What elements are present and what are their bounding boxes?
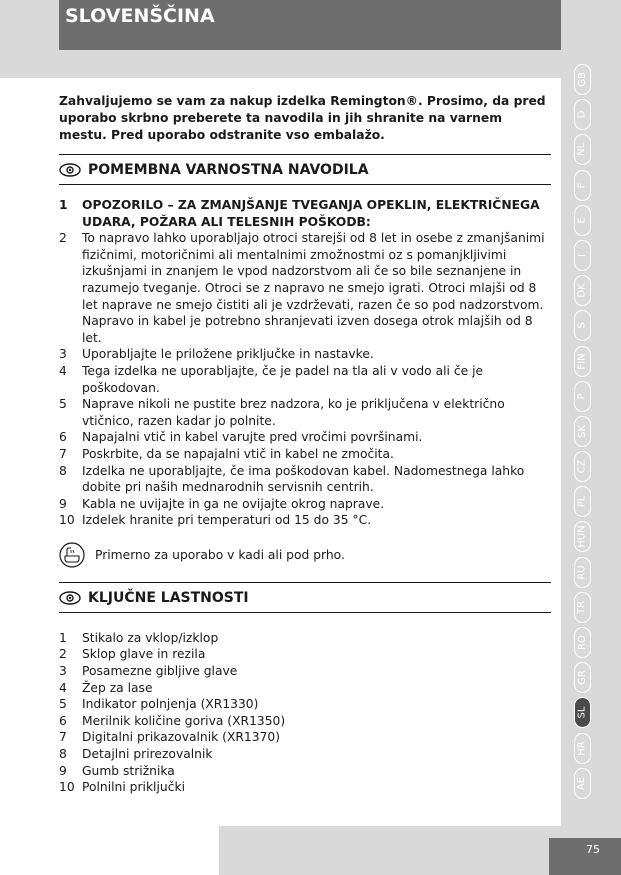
- language-tab-label: AE: [576, 776, 588, 790]
- features-list: [59, 630, 551, 796]
- language-tab-label: RO: [576, 635, 588, 650]
- safety-item-text: Naprave nikoli ne pustite brez nadzora, ko je priključena v električno vtičnico, razen kadar jo polnite.: [82, 397, 505, 428]
- language-tab-label: HR: [576, 740, 588, 756]
- features-item-number: 6: [59, 713, 67, 728]
- language-tab-label: P: [576, 393, 588, 400]
- features-item-text: Stikalo za vklop/izklop: [82, 630, 219, 645]
- bath-shower-icon: [59, 542, 85, 568]
- safety-item-number: 9: [59, 496, 67, 511]
- language-tab-ru[interactable]: [574, 557, 591, 588]
- language-tab-tr[interactable]: [574, 592, 591, 623]
- features-item: [59, 663, 551, 680]
- bath-note-row: [59, 542, 551, 568]
- language-tab-label: F: [576, 182, 588, 188]
- features-item: [59, 680, 551, 697]
- features-item-text: Digitalni prikazovalnik (XR1370): [82, 730, 281, 745]
- features-item-number: 4: [59, 680, 67, 695]
- features-heading-label: KLJUČNE LASTNOSTI: [88, 589, 249, 606]
- features-item-text: Gumb strižnika: [82, 763, 175, 778]
- safety-item: [59, 496, 551, 513]
- safety-item-number: 4: [59, 363, 67, 378]
- language-tab-cz[interactable]: [574, 451, 591, 482]
- language-tab-gb[interactable]: [574, 64, 591, 95]
- features-item-text: Detajlni prirezovalnik: [82, 747, 213, 762]
- features-item-number: 7: [59, 730, 67, 745]
- safety-item: [59, 230, 551, 346]
- language-tab-label: SL: [576, 706, 588, 719]
- features-item-number: 3: [59, 664, 67, 679]
- features-item-text: Sklop glave in rezila: [82, 647, 206, 662]
- language-tab-label: NL: [576, 143, 588, 157]
- language-tab-ae[interactable]: [574, 768, 591, 799]
- eye-icon: [59, 591, 81, 605]
- language-tab-nl[interactable]: [574, 134, 591, 165]
- safety-item-number: 3: [59, 347, 67, 362]
- language-tab-sk[interactable]: [574, 416, 591, 447]
- page-title: SLOVENŠČINA: [59, 0, 561, 50]
- safety-item-number: 8: [59, 463, 67, 478]
- safety-item: [59, 463, 551, 496]
- features-item: [59, 763, 551, 780]
- features-item-number: 8: [59, 747, 67, 762]
- language-tab-label: E: [576, 217, 588, 224]
- page-number: 75: [549, 838, 621, 875]
- language-tab-label: S: [576, 322, 588, 329]
- safety-item: [59, 446, 551, 463]
- features-item: [59, 729, 551, 746]
- language-tab-label: I: [576, 253, 588, 257]
- language-tab-e[interactable]: [574, 205, 591, 236]
- language-tab-label: FIN: [576, 352, 588, 370]
- safety-item-text: Tega izdelka ne uporabljajte, če je padel na tla ali v vodo ali če je poškodovan.: [82, 363, 484, 395]
- language-tab-fin[interactable]: [574, 346, 591, 377]
- features-heading: [59, 582, 551, 613]
- language-tab-s[interactable]: [574, 310, 591, 341]
- safety-item-text: Izdelka ne uporabljajte, če ima poškodovan kabel. Nadomestnega lahko dobite pri naših mednarodnih servisnih centrih.: [82, 463, 525, 495]
- safety-item-text: Izdelek hranite pri temperaturi od 15 do 35 °C.: [82, 513, 372, 528]
- safety-item-text: Kabla ne uvijajte in ga ne ovijajte okrog naprave.: [82, 496, 385, 511]
- safety-item-text: Napajalni vtič in kabel varujte pred vročimi površinami.: [82, 430, 423, 445]
- safety-item-number: 10: [59, 513, 75, 528]
- language-tab-ro[interactable]: [574, 627, 591, 658]
- features-item-text: Polnilni priključki: [82, 780, 185, 795]
- language-tabs: [572, 64, 592, 803]
- language-tab-label: HUN: [576, 525, 588, 549]
- language-tab-dk[interactable]: [574, 275, 591, 306]
- safety-item-number: 2: [59, 231, 67, 246]
- footer-band: [219, 826, 561, 875]
- language-tab-sl[interactable]: [574, 697, 591, 728]
- features-item-text: Indikator polnjenja (XR1330): [82, 697, 259, 712]
- language-tab-pl[interactable]: [574, 486, 591, 517]
- safety-item: [59, 346, 551, 363]
- safety-item: [59, 197, 551, 230]
- intro-text: Zahvaljujemo se vam za nakup izdelka Remington®. Prosimo, da pred uporabo skrbno preberete ta navodila in jih shranite na varnem mestu. Pred uporabo odstranite vso embalažo.: [59, 94, 546, 142]
- language-tab-label: SK: [576, 424, 588, 438]
- eye-icon: [59, 163, 81, 177]
- language-tab-i[interactable]: [574, 240, 591, 271]
- features-item-text: Žep za lase: [82, 680, 153, 695]
- language-tab-label: GB: [576, 72, 588, 87]
- language-tab-p[interactable]: [574, 381, 591, 412]
- language-tab-label: DK: [576, 283, 588, 298]
- safety-item-text: Uporabljajte le priložene priključke in nastavke.: [82, 347, 374, 362]
- safety-item: [59, 429, 551, 446]
- language-tab-gr[interactable]: [574, 662, 591, 693]
- features-item: [59, 779, 551, 796]
- features-item-number: 2: [59, 647, 67, 662]
- features-item-text: Posamezne gibljive glave: [82, 664, 238, 679]
- safety-item-text: To napravo lahko uporabljajo otroci starejši od 8 let in osebe z zmanjšanimi fizičnimi, motoričnimi ali mentalnimi zmožnostmi oz s pomanjkljivimi izkušnjami in znanjem le vpod nadzorstvom ali če so bile seznanjene in razumejo tveganje. Otroci se z napravo ne smejo igrati. Otroci mlajši od 8 let naprave ne smejo čistiti ali je vzdrževati, razen če so pod nadzorstvom. Napravo in kabel je potrebno shranjevati izven dosega otrok mlajših od 8 let.: [82, 231, 545, 345]
- language-tab-d[interactable]: [574, 99, 591, 130]
- features-item: [59, 630, 551, 647]
- main-content: [59, 93, 551, 796]
- features-item: [59, 696, 551, 713]
- language-tab-label: GR: [576, 670, 588, 686]
- language-tab-hr[interactable]: [574, 733, 591, 764]
- safety-item-number: 5: [59, 397, 67, 412]
- safety-item: [59, 396, 551, 429]
- language-tab-label: D: [576, 110, 588, 119]
- features-item-number: 10: [59, 780, 75, 795]
- safety-item: [59, 512, 551, 529]
- safety-item-text: Poskrbite, da se napajalni vtič in kabel ne zmočita.: [82, 446, 394, 461]
- features-item-number: 5: [59, 697, 67, 712]
- safety-item-text: OPOZORILO – ZA ZMANJŠANJE TVEGANJA OPEKLIN, ELEKTRIČNEGA UDARA, POŽARA ALI TELESNIH POŠKODB:: [82, 198, 540, 229]
- language-tab-label: CZ: [576, 459, 588, 474]
- language-tab-hun[interactable]: [574, 521, 591, 552]
- features-item: [59, 646, 551, 663]
- bath-note-text: Primerno za uporabo v kadi ali pod prho.: [95, 547, 345, 562]
- safety-item-number: 6: [59, 430, 67, 445]
- features-item: [59, 746, 551, 763]
- safety-heading: [59, 154, 551, 185]
- features-item-text: Merilnik količine goriva (XR1350): [82, 713, 286, 728]
- language-tab-label: RU: [576, 564, 588, 580]
- language-tab-label: TR: [576, 600, 588, 614]
- language-tab-f[interactable]: [574, 170, 591, 201]
- safety-item-number: 7: [59, 446, 67, 461]
- safety-item-number: 1: [59, 198, 68, 212]
- safety-heading-label: POMEMBNA VARNOSTNA NAVODILA: [88, 162, 369, 178]
- safety-list: [59, 197, 551, 529]
- language-tab-label: PL: [576, 495, 588, 508]
- features-item: [59, 713, 551, 730]
- features-item-number: 1: [59, 630, 67, 645]
- features-item-number: 9: [59, 763, 67, 778]
- safety-item: [59, 363, 551, 396]
